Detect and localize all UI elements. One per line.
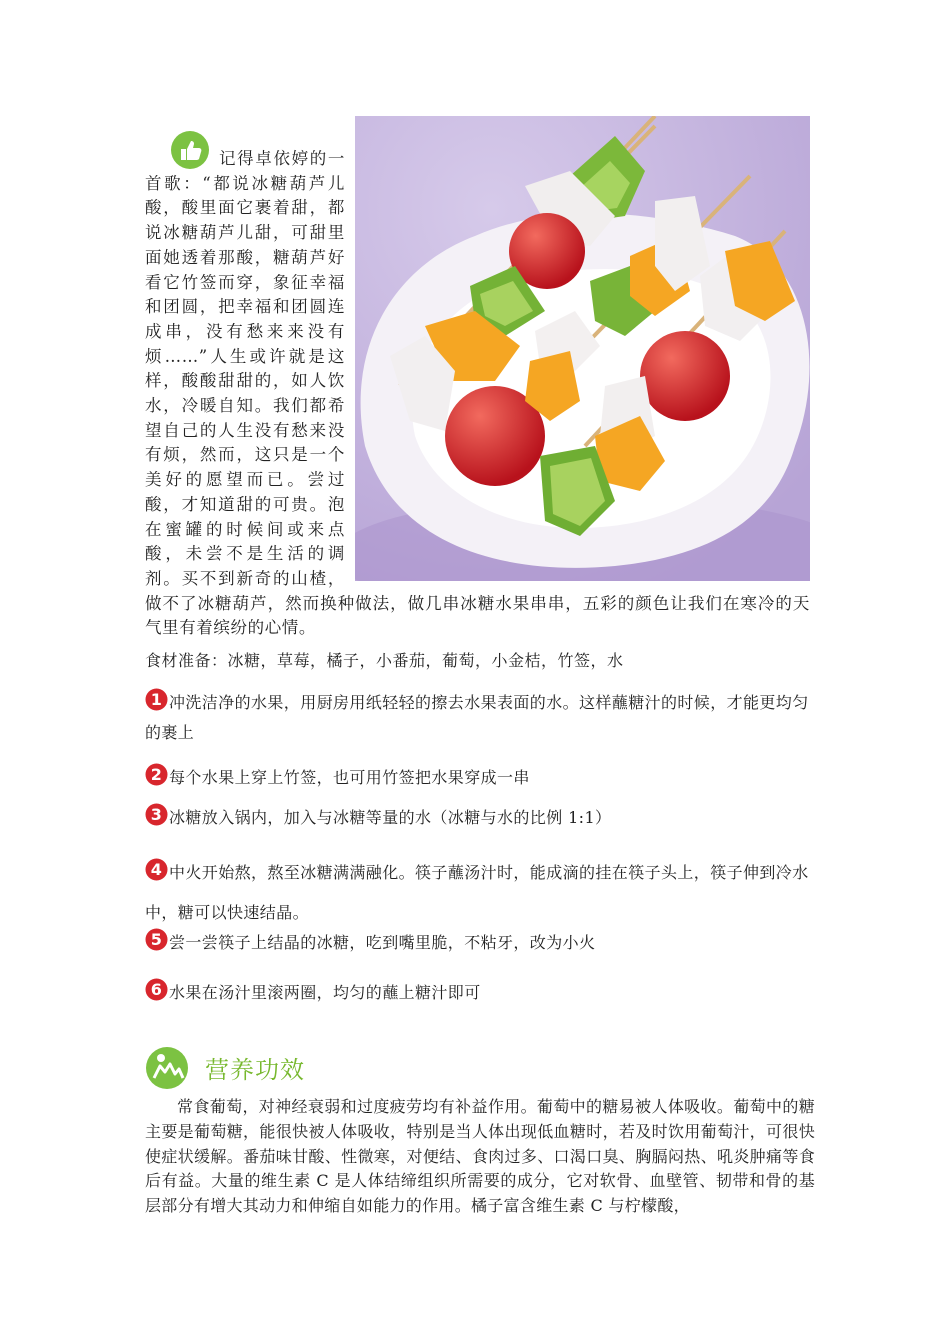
step-1-text: 冲洗洁净的水果，用厨房用纸轻轻的擦去水果表面的水。这样蘸糖汁的时候，才能更均匀的裹上 xyxy=(145,693,809,742)
step-2-text: 每个水果上穿上竹签，也可用竹签把水果穿成一串 xyxy=(169,768,530,787)
step-6 xyxy=(145,978,810,1008)
step-5-text: 尝一尝筷子上结晶的冰糖，吃到嘴里脆，不粘牙，改为小火 xyxy=(169,933,596,952)
step-5-number: 5 xyxy=(150,930,163,949)
step-number-badge xyxy=(145,688,168,711)
ingredients-line: 食材准备：冰糖，草莓，橘子，小番茄，葡萄，小金桔，竹签，水 xyxy=(145,651,624,670)
nutrition-paragraph: 常食葡萄，对神经衰弱和过度疲劳均有补益作用。葡萄中的糖易被人体吸收。葡萄中的糖主要是葡萄糖，能很快被人体吸收，特别是当人体出现低血糖时，若及时饮用葡萄汁，可很快使症状缓解。番茄味甘酸、性微寒，对便结、食肉过多、口渴口臭、胸膈闷热、吼炎肿痛等食后有益。大量的维生素 C 是人体结缔组织所需要的成分，它对软骨、血壁管、韧带和骨的基层部分有增大其动力和伸缩自如能力的作用。橘子富含维生素 C 与柠檬酸， xyxy=(145,1097,815,1216)
step-number-badge xyxy=(145,803,168,826)
step-number-badge xyxy=(145,928,168,951)
intro-text: 记得卓依婷的一首歌：“都说冰糖葫芦儿酸，酸里面它裹着甜，都说冰糖葫芦儿甜，可甜里面她透着那酸，糖葫芦好看它竹签而穿，象征幸福和团圆，把幸福和团圆连成串，没有愁来来没有烦……”人生或许就是这样，酸酸甜甜的，如人饮水，冷暖自知。我们都希望自己的人生没有愁来没有烦，然而，这只是一个美好的愿望而已。尝过酸，才知道甜的可贵。泡在蜜罐的时候间或来点酸，未尝不是生活的调剂。买不到新奇的山楂，做不了冰糖葫芦，然而换种做法，做几串冰糖水果串串，五彩的颜色让我们在寒冷的天气里有着缤纷的心情。 xyxy=(145,149,810,638)
step-4-number: 4 xyxy=(150,860,163,879)
intro-block xyxy=(145,130,810,641)
step-4-text: 中火开始熬，熬至冰糖满满融化。筷子蘸汤汁时，能成滴的挂在筷子头上，筷子伸到冷水中，糖可以快速结晶。 xyxy=(145,863,809,922)
step-1 xyxy=(145,688,810,748)
section-title: 营养功效 xyxy=(205,1056,305,1084)
nutrition-icon xyxy=(145,1046,191,1090)
step-number-badge xyxy=(145,978,168,1001)
fruit-skewers-illustration xyxy=(355,116,810,581)
step-2-number: 2 xyxy=(150,765,163,784)
step-2 xyxy=(145,763,810,793)
step-3-number: 3 xyxy=(150,805,163,824)
step-number-badge xyxy=(145,856,168,879)
thumbs-up-icon xyxy=(170,130,210,170)
step-3 xyxy=(145,803,810,833)
step-4 xyxy=(145,853,810,933)
step-6-number: 6 xyxy=(150,980,163,999)
step-number-badge xyxy=(145,763,168,786)
step-5 xyxy=(145,928,810,958)
step-3-text: 冰糖放入锅内，加入与冰糖等量的水（冰糖与水的比例 1:1） xyxy=(169,808,612,827)
fruit-skewers-photo xyxy=(355,116,810,581)
step-1-number: 1 xyxy=(150,690,163,709)
step-6-text: 水果在汤汁里滚两圈，均匀的蘸上糖汁即可 xyxy=(169,983,481,1002)
